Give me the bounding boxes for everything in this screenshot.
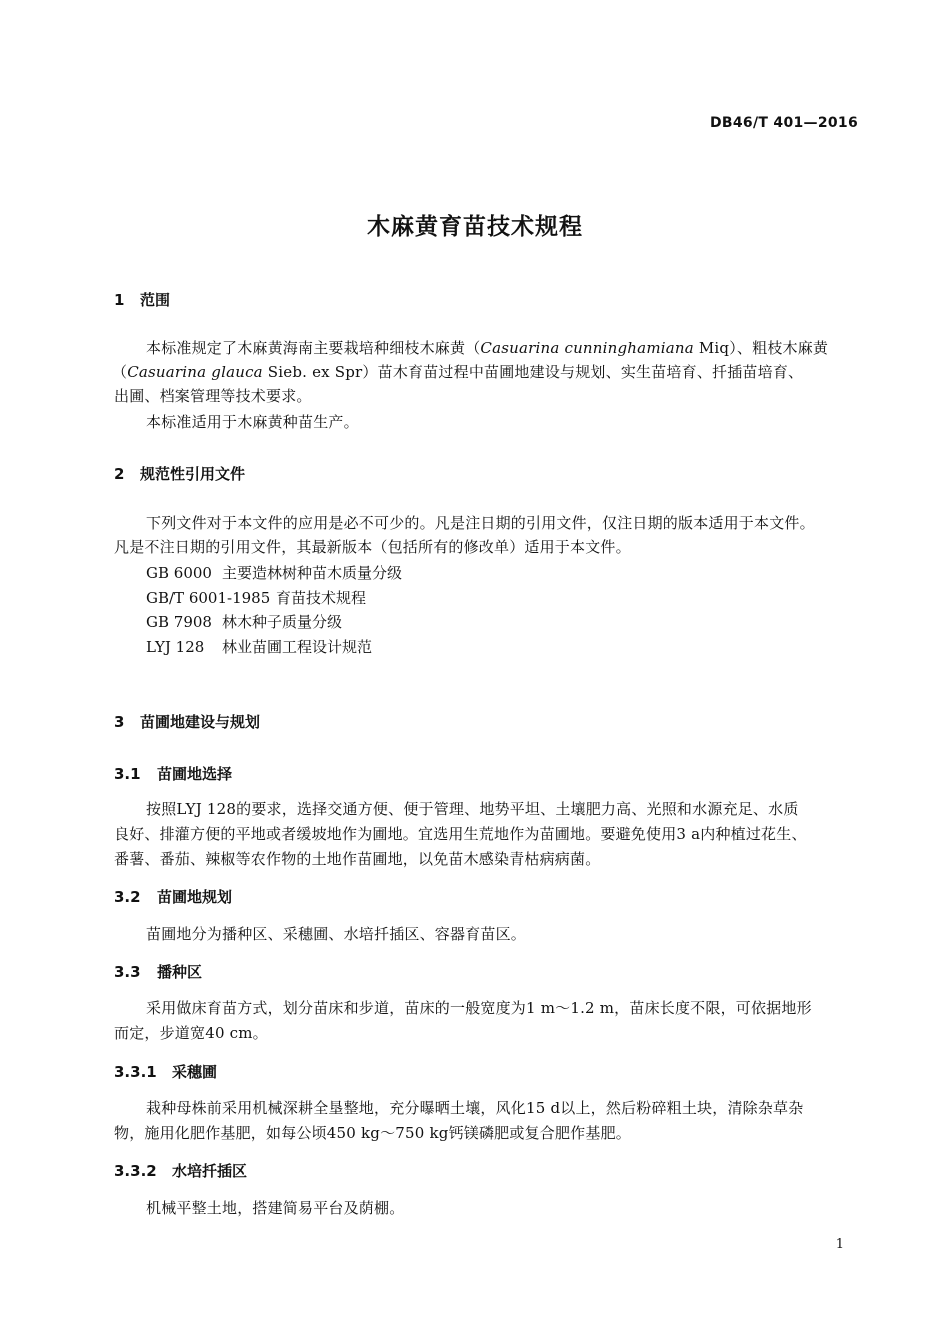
section-title: 苗圃地选择: [157, 765, 233, 783]
paragraph-line: [146, 336, 828, 360]
species-name: Casuarina glauca: [127, 363, 263, 381]
section-number: 3.3.2: [114, 1162, 157, 1180]
reference-title: 主要造林树种苗木质量分级: [222, 564, 403, 582]
reference-title: 育苗技术规程: [276, 589, 367, 607]
section-number: 3: [114, 713, 125, 731]
section-number: 3.2: [114, 888, 141, 906]
section-title: 规范性引用文件: [140, 465, 246, 483]
paragraph-line: 物，施用化肥作基肥，如每公顷450 kg～750 kg钙镁磷肥或复合肥作基肥。: [114, 1124, 631, 1142]
reference-code: LYJ 128: [146, 638, 205, 656]
subsection-3-3-heading: [114, 961, 202, 982]
reference-code: GB 7908: [146, 613, 212, 631]
paragraph-line: 而定，步道宽40 cm。: [114, 1024, 268, 1042]
subsection-3-1-heading: [114, 763, 232, 784]
text: Miq）、粗枝木麻黄: [693, 339, 829, 357]
section-title: 苗圃地规划: [157, 888, 233, 906]
paragraph-line: 番薯、番茄、辣椒等农作物的土地作苗圃地，以免苗木感染青枯病病菌。: [114, 850, 601, 868]
section-number: 3.3: [114, 963, 141, 981]
section-number: 3.3.1: [114, 1063, 157, 1081]
page-number: 1: [835, 1237, 844, 1252]
paragraph-line: 下列文件对于本文件的应用是必不可少的。凡是注日期的引用文件，仅注日期的版本适用于本文件。: [146, 514, 815, 532]
paragraph-line: 良好、排灌方便的平地或者缓坡地作为圃地。宜选用生荒地作为苗圃地。要避免使用3 a内种植过花生、: [114, 825, 807, 843]
section-3-heading: [114, 711, 260, 732]
reference-item: [146, 611, 342, 632]
section-2-heading: [114, 463, 245, 484]
paragraph-line: 苗圃地分为播种区、采穗圃、水培扦插区、容器育苗区。: [146, 925, 527, 943]
paragraph-line: [112, 360, 803, 384]
page-title: 木麻黄育苗技术规程: [367, 214, 583, 240]
section-title: 水培扦插区: [172, 1162, 248, 1180]
section-title: 苗圃地建设与规划: [140, 713, 261, 731]
reference-code: GB 6000: [146, 564, 212, 582]
section-title: 采穗圃: [172, 1063, 218, 1081]
document-id: DB46/T 401—2016: [710, 115, 858, 131]
section-title: 范围: [140, 291, 171, 309]
section-1-heading: [114, 289, 170, 310]
section-number: 2: [114, 465, 125, 483]
reference-item: [146, 636, 372, 657]
paragraph-line: 本标准适用于木麻黄种苗生产。: [146, 413, 359, 431]
text: Sieb. ex Spr）苗木育苗过程中苗圃地建设与规划、实生苗培育、扦插苗培育、: [262, 363, 804, 381]
reference-title: 林业苗圃工程设计规范: [222, 638, 373, 656]
subsection-3-2-heading: [114, 886, 232, 907]
section-number: 3.1: [114, 765, 141, 783]
paragraph-line: 机械平整土地，搭建简易平台及荫棚。: [146, 1199, 405, 1217]
paragraph-line: 出圃、档案管理等技术要求。: [114, 387, 312, 405]
reference-item: [146, 562, 402, 583]
subsection-3-3-2-heading: [114, 1160, 247, 1181]
paragraph-line: 凡是不注日期的引用文件，其最新版本（包括所有的修改单）适用于本文件。: [114, 538, 631, 556]
section-title: 播种区: [157, 963, 203, 981]
paragraph-line: 栽种母株前采用机械深耕全垦整地，充分曝晒土壤，风化15 d以上，然后粉碎粗土块，清除杂草杂: [146, 1099, 804, 1117]
text: 本标准规定了木麻黄海南主要栽培种细枝木麻黄（: [146, 339, 481, 357]
paragraph-line: 按照LYJ 128的要求，选择交通方便、便于管理、地势平坦、土壤肥力高、光照和水源充足、水质: [146, 800, 799, 818]
reference-code: GB/T 6001-1985: [146, 589, 271, 607]
paragraph-line: 采用做床育苗方式，划分苗床和步道，苗床的一般宽度为1 m～1.2 m，苗床长度不限，可依据地形: [146, 999, 812, 1017]
reference-title: 林木种子质量分级: [222, 613, 343, 631]
text: （: [112, 363, 128, 381]
subsection-3-3-1-heading: [114, 1061, 217, 1082]
species-name: Casuarina cunninghamiana: [480, 339, 694, 357]
reference-item: [146, 587, 366, 608]
section-number: 1: [114, 291, 125, 309]
